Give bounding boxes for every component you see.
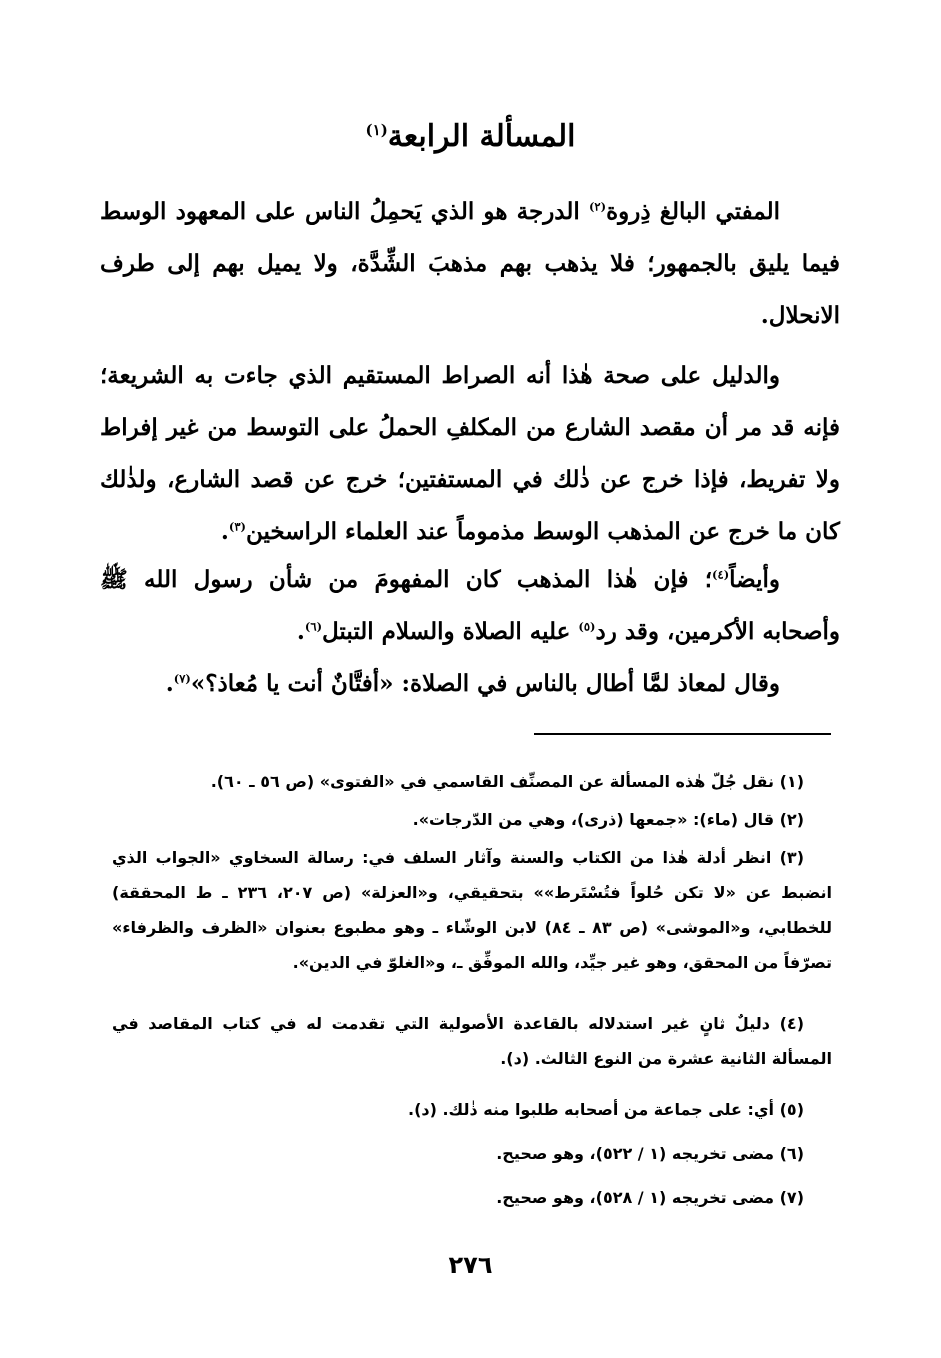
- page-number: ٢٧٦: [448, 1251, 493, 1279]
- paragraph-text: عليه الصلاة والسلام التبتل: [322, 618, 579, 645]
- title-footnote-ref: (١): [365, 121, 388, 139]
- footnote-ref: (٥): [578, 619, 596, 634]
- footnote-separator: [534, 733, 831, 735]
- paragraph-text: الدرجة هو الذي يَحمِلُ الناس على المعهود الوسط فيما يليق بالجمهور؛ فلا يذهب بهم مذهبَ الشِّدَّة، ولا يميل بهم إلى طرف الانحلال.: [100, 198, 840, 329]
- paragraph-muadh: [100, 658, 840, 710]
- footnote-2: (٢) قال (ماء): «جمعها (ذرى)، وهي من الدّرجات».: [412, 810, 804, 829]
- paragraph-text: .: [165, 670, 174, 697]
- paragraph-mufti: [100, 186, 840, 342]
- footnote-ref: (٢): [588, 199, 607, 214]
- footnote-ref: (٣): [228, 519, 246, 534]
- footnote-ref: (٤): [712, 567, 730, 582]
- paragraph-text: وأيضاً: [729, 566, 780, 593]
- footnote-ref: (٦): [304, 619, 323, 634]
- footnote-3: (٣) انظر أدلة هٰذا من الكتاب والسنة وآثار السلف في: رسالة السخاوي «الجواب الذي انضبط عن «لا تكن حُلواً فتُسْتَرط»» بتحقيقي، و«العزلة» (ص ٢٠٧، ٢٣٦ ـ ط المحققة) للخطابي، و«الموشى» (ص ٨٣ ـ ٨٤) لابن الوشّاء ـ وهو مطبوع بعنوان «الظرف والظرفاء» تصرّفاً من المحقق، وهو غير جيِّد، والله الموفِّق ـ، و«الغلوّ في الدين».: [112, 848, 833, 972]
- footnote-5: (٥) أي: على جماعة من أصحابه طلبوا منه ذٰلك. (د).: [407, 1100, 804, 1119]
- footnote-ref: (٧): [173, 671, 191, 686]
- paragraph-text: المفتي البالغ ذِروة: [606, 198, 780, 225]
- page-title: [0, 112, 941, 162]
- paragraph-text: .: [296, 618, 305, 645]
- paragraph-evidence: [100, 350, 840, 558]
- footnote-1: (١) نقل جُلّ هٰذه المسألة عن المصنِّف القاسمي في «الفتوى» (ص ٥٦ ـ ٦٠).: [210, 772, 804, 791]
- footnote-4: (٤) دليلٌ ثانٍ غير استدلاله بالقاعدة الأصولية التي تقدمت له في كتاب المقاصد في المسألة الثانية عشرة من النوع الثالث. (د).: [112, 1014, 832, 1068]
- footnote-7: (٧) مضى تخريجه (١ / ٥٢٨)، وهو صحيح.: [496, 1188, 804, 1207]
- paragraph-text: وقال لمعاذ لمَّا أطال بالناس في الصلاة: «أفتَّانٌ أنت يا مُعاذ؟»: [190, 670, 780, 697]
- paragraph-text: ؛ فإن هٰذا المذهب كان المفهومَ من شأن رسول الله ﷺ وأصحابه الأكرمين، وقد رد: [100, 566, 840, 645]
- title-text: المسألة الرابعة: [387, 119, 576, 154]
- paragraph-text: والدليل على صحة هٰذا أنه الصراط المستقيم الذي جاءت به الشريعة؛ فإنه قد مر أن مقصد الشارع من المكلفِ الحملُ على التوسط من غير إفراط ولا تفريط، فإذا خرج عن ذٰلك في المستفتين؛ خرج عن قصد الشارع، ولذٰلك كان ما خرج عن المذهب الوسط مذموماً عند العلماء الراسخين: [100, 362, 840, 545]
- paragraph-text: .: [220, 518, 229, 545]
- paragraph-also: [100, 554, 840, 658]
- footnote-6: (٦) مضى تخريجه (١ / ٥٢٢)، وهو صحيح.: [496, 1144, 804, 1163]
